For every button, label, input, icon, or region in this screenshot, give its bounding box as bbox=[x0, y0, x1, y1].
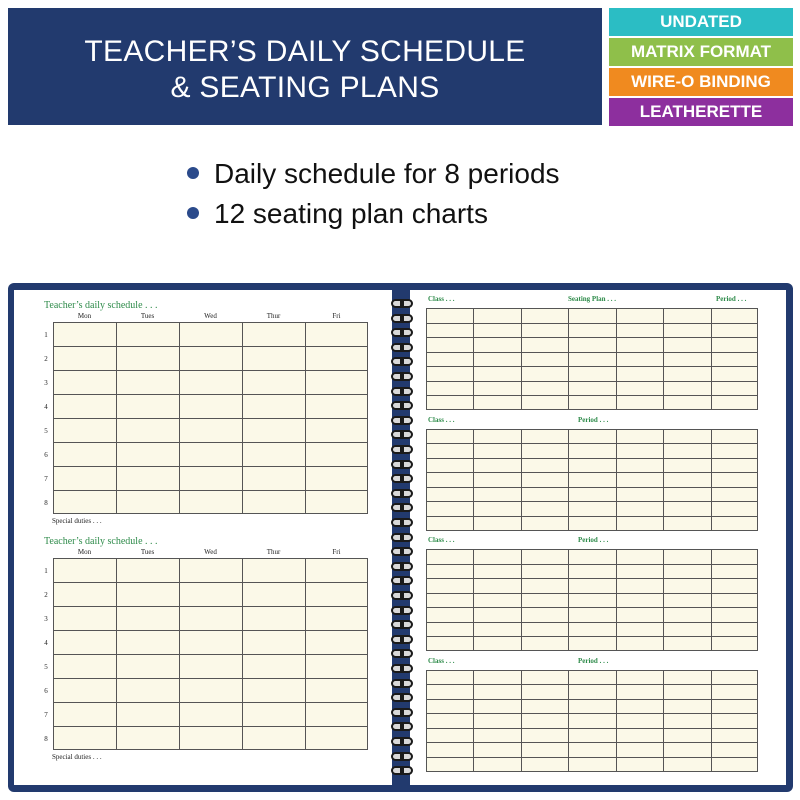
wire-ring-icon bbox=[388, 635, 416, 645]
tag-matrix-format: MATRIX FORMAT bbox=[609, 38, 793, 66]
wire-pin bbox=[400, 373, 404, 380]
grid-row-line bbox=[54, 490, 367, 491]
period-number: 6 bbox=[44, 687, 48, 695]
seating-plan-page bbox=[410, 290, 786, 785]
wire-pin bbox=[400, 650, 404, 657]
period-number: 1 bbox=[44, 331, 48, 339]
day-header: Thur bbox=[266, 312, 281, 320]
wire-pin bbox=[400, 753, 404, 760]
period-label: Period . . . bbox=[578, 536, 609, 544]
tag-wire-o-binding: WIRE-O BINDING bbox=[609, 68, 793, 96]
wire-ring-icon bbox=[388, 328, 416, 338]
wire-ring-icon bbox=[388, 416, 416, 426]
wire-ring-icon bbox=[388, 460, 416, 470]
class-label: Class . . . bbox=[428, 536, 455, 544]
grid-column-line bbox=[473, 430, 474, 530]
grid-row-line bbox=[427, 757, 757, 758]
wire-pin bbox=[400, 431, 404, 438]
wire-pin bbox=[400, 504, 404, 511]
period-number: 8 bbox=[44, 499, 48, 507]
seating-plan-label: Seating Plan . . . bbox=[568, 295, 617, 303]
wire-ring-icon bbox=[388, 533, 416, 543]
seating-grid bbox=[426, 429, 758, 531]
period-number: 7 bbox=[44, 475, 48, 483]
day-header: Mon bbox=[77, 548, 92, 556]
grid-column-line bbox=[616, 671, 617, 771]
wire-pin bbox=[400, 402, 404, 409]
wire-ring-icon bbox=[388, 372, 416, 382]
wire-ring-icon bbox=[388, 679, 416, 689]
schedule-grid bbox=[53, 558, 368, 750]
grid-row-line bbox=[427, 684, 757, 685]
grid-row-line bbox=[427, 458, 757, 459]
grid-row-line bbox=[427, 622, 757, 623]
grid-row-line bbox=[54, 606, 367, 607]
banner-title bbox=[8, 34, 602, 106]
day-header: Fri bbox=[332, 312, 341, 320]
wire-pin bbox=[400, 680, 404, 687]
wire-pin bbox=[400, 461, 404, 468]
grid-column-line bbox=[521, 430, 522, 530]
wire-ring-icon bbox=[388, 503, 416, 513]
wire-pin bbox=[400, 344, 404, 351]
period-label: Period . . . bbox=[578, 415, 609, 424]
wire-pin bbox=[400, 738, 404, 745]
period-number: 7 bbox=[44, 711, 48, 719]
wire-ring-icon bbox=[388, 343, 416, 353]
wire-pin bbox=[400, 475, 404, 482]
period-label: Period . . . bbox=[578, 656, 609, 665]
grid-row-line bbox=[427, 472, 757, 473]
grid-column-line bbox=[663, 671, 664, 771]
grid-row-line bbox=[54, 726, 367, 727]
grid-row-line bbox=[427, 728, 757, 729]
period-number: 3 bbox=[44, 615, 48, 623]
grid-row-line bbox=[54, 654, 367, 655]
special-duties-label: Special duties . . . bbox=[52, 517, 102, 525]
wire-ring-icon bbox=[388, 430, 416, 440]
period-number: 8 bbox=[44, 735, 48, 743]
feature-text: 12 seating plan charts bbox=[214, 198, 488, 229]
wire-pin bbox=[400, 358, 404, 365]
grid-row-line bbox=[427, 742, 757, 743]
bullet-dot-icon bbox=[187, 167, 199, 179]
feature-text: Daily schedule for 8 periods bbox=[214, 158, 560, 189]
grid-row-line bbox=[54, 370, 367, 371]
grid-column-line bbox=[568, 671, 569, 771]
grid-row-line bbox=[54, 582, 367, 583]
wire-ring-icon bbox=[388, 752, 416, 762]
grid-row-line bbox=[54, 394, 367, 395]
grid-column-line bbox=[711, 550, 712, 650]
wire-ring-icon bbox=[388, 766, 416, 776]
grid-column-line bbox=[568, 550, 569, 650]
grid-row-line bbox=[427, 352, 757, 353]
wire-pin bbox=[400, 665, 404, 672]
wire-pin bbox=[400, 607, 404, 614]
grid-row-line bbox=[427, 487, 757, 488]
grid-column-line bbox=[616, 430, 617, 530]
bullet-dot-icon bbox=[187, 207, 199, 219]
grid-column-line bbox=[473, 309, 474, 409]
wire-ring-icon bbox=[388, 664, 416, 674]
wire-pin bbox=[400, 709, 404, 716]
grid-row-line bbox=[427, 501, 757, 502]
schedule-grid bbox=[53, 322, 368, 514]
wire-pin bbox=[400, 315, 404, 322]
grid-column-line bbox=[711, 309, 712, 409]
schedule-title: Teacher’s daily schedule . . . bbox=[44, 536, 158, 547]
wire-ring-icon bbox=[388, 518, 416, 528]
wire-pin bbox=[400, 548, 404, 555]
wire-ring-icon bbox=[388, 576, 416, 586]
grid-row-line bbox=[427, 564, 757, 565]
banner-title-line-2: & SEATING PLANS bbox=[170, 71, 440, 104]
wire-ring-icon bbox=[388, 649, 416, 659]
tag-undated: UNDATED bbox=[609, 8, 793, 36]
grid-row-line bbox=[54, 442, 367, 443]
wire-ring-icon bbox=[388, 387, 416, 397]
grid-row-line bbox=[427, 366, 757, 367]
wire-ring-icon bbox=[388, 401, 416, 411]
special-duties-label: Special duties . . . bbox=[52, 753, 102, 761]
grid-row-line bbox=[427, 636, 757, 637]
period-number: 2 bbox=[44, 355, 48, 363]
wire-pin bbox=[400, 534, 404, 541]
grid-row-line bbox=[54, 346, 367, 347]
wire-pin bbox=[400, 577, 404, 584]
day-header: Wed bbox=[204, 312, 217, 320]
class-label: Class . . . bbox=[428, 656, 455, 665]
grid-row-line bbox=[427, 516, 757, 517]
wire-ring-icon bbox=[388, 474, 416, 484]
wire-pin bbox=[400, 417, 404, 424]
wire-pin bbox=[400, 592, 404, 599]
schedule-page bbox=[14, 290, 392, 785]
grid-column-line bbox=[663, 550, 664, 650]
grid-row-line bbox=[427, 713, 757, 714]
grid-column-line bbox=[473, 671, 474, 771]
grid-column-line bbox=[711, 430, 712, 530]
grid-row-line bbox=[54, 678, 367, 679]
grid-column-line bbox=[616, 550, 617, 650]
grid-column-line bbox=[663, 309, 664, 409]
wire-pin bbox=[400, 446, 404, 453]
wire-ring-icon bbox=[388, 620, 416, 630]
wire-o-binding bbox=[388, 293, 416, 783]
grid-row-line bbox=[54, 466, 367, 467]
grid-column-line bbox=[521, 671, 522, 771]
grid-row-line bbox=[54, 418, 367, 419]
wire-ring-icon bbox=[388, 606, 416, 616]
day-header: Fri bbox=[332, 548, 341, 556]
grid-row-line bbox=[427, 578, 757, 579]
wire-pin bbox=[400, 519, 404, 526]
grid-row-line bbox=[427, 337, 757, 338]
grid-row-line bbox=[427, 607, 757, 608]
period-number: 4 bbox=[44, 403, 48, 411]
wire-ring-icon bbox=[388, 299, 416, 309]
wire-ring-icon bbox=[388, 591, 416, 601]
period-number: 5 bbox=[44, 427, 48, 435]
grid-row-line bbox=[427, 381, 757, 382]
grid-column-line bbox=[521, 550, 522, 650]
wire-pin bbox=[400, 767, 404, 774]
banner-title-line-1: TEACHER’S DAILY SCHEDULE bbox=[84, 35, 526, 68]
class-label: Class . . . bbox=[428, 295, 455, 303]
wire-pin bbox=[400, 694, 404, 701]
title-banner bbox=[8, 8, 602, 125]
day-header: Wed bbox=[204, 548, 217, 556]
wire-pin bbox=[400, 723, 404, 730]
grid-row-line bbox=[427, 593, 757, 594]
grid-column-line bbox=[568, 430, 569, 530]
seating-grid bbox=[426, 549, 758, 651]
grid-row-line bbox=[54, 702, 367, 703]
wire-ring-icon bbox=[388, 489, 416, 499]
wire-pin bbox=[400, 490, 404, 497]
grid-row-line bbox=[427, 443, 757, 444]
period-number: 2 bbox=[44, 591, 48, 599]
wire-ring-icon bbox=[388, 722, 416, 732]
period-number: 4 bbox=[44, 639, 48, 647]
class-label: Class . . . bbox=[428, 415, 455, 424]
grid-column-line bbox=[616, 309, 617, 409]
wire-pin bbox=[400, 329, 404, 336]
grid-column-line bbox=[568, 309, 569, 409]
seating-grid bbox=[426, 308, 758, 410]
grid-column-line bbox=[711, 671, 712, 771]
day-header: Thur bbox=[266, 548, 281, 556]
schedule-title: Teacher’s daily schedule . . . bbox=[44, 300, 158, 311]
period-number: 5 bbox=[44, 663, 48, 671]
grid-column-line bbox=[473, 550, 474, 650]
grid-row-line bbox=[427, 395, 757, 396]
grid-row-line bbox=[54, 630, 367, 631]
wire-ring-icon bbox=[388, 357, 416, 367]
day-header: Tues bbox=[140, 548, 155, 556]
grid-column-line bbox=[663, 430, 664, 530]
grid-row-line bbox=[427, 699, 757, 700]
wire-ring-icon bbox=[388, 737, 416, 747]
wire-pin bbox=[400, 300, 404, 307]
day-header: Mon bbox=[77, 312, 92, 320]
tag-leatherette-cover: LEATHERETTE COVER bbox=[609, 98, 793, 126]
wire-pin bbox=[400, 563, 404, 570]
wire-pin bbox=[400, 636, 404, 643]
grid-column-line bbox=[521, 309, 522, 409]
period-number: 1 bbox=[44, 567, 48, 575]
wire-ring-icon bbox=[388, 314, 416, 324]
period-number: 6 bbox=[44, 451, 48, 459]
wire-ring-icon bbox=[388, 693, 416, 703]
wire-ring-icon bbox=[388, 547, 416, 557]
seating-grid bbox=[426, 670, 758, 772]
grid-row-line bbox=[427, 323, 757, 324]
wire-pin bbox=[400, 621, 404, 628]
planner-photo bbox=[8, 283, 793, 792]
period-label: Period . . . bbox=[716, 295, 747, 303]
wire-pin bbox=[400, 388, 404, 395]
wire-ring-icon bbox=[388, 445, 416, 455]
day-header: Tues bbox=[140, 312, 155, 320]
wire-ring-icon bbox=[388, 562, 416, 572]
wire-ring-icon bbox=[388, 708, 416, 718]
period-number: 3 bbox=[44, 379, 48, 387]
